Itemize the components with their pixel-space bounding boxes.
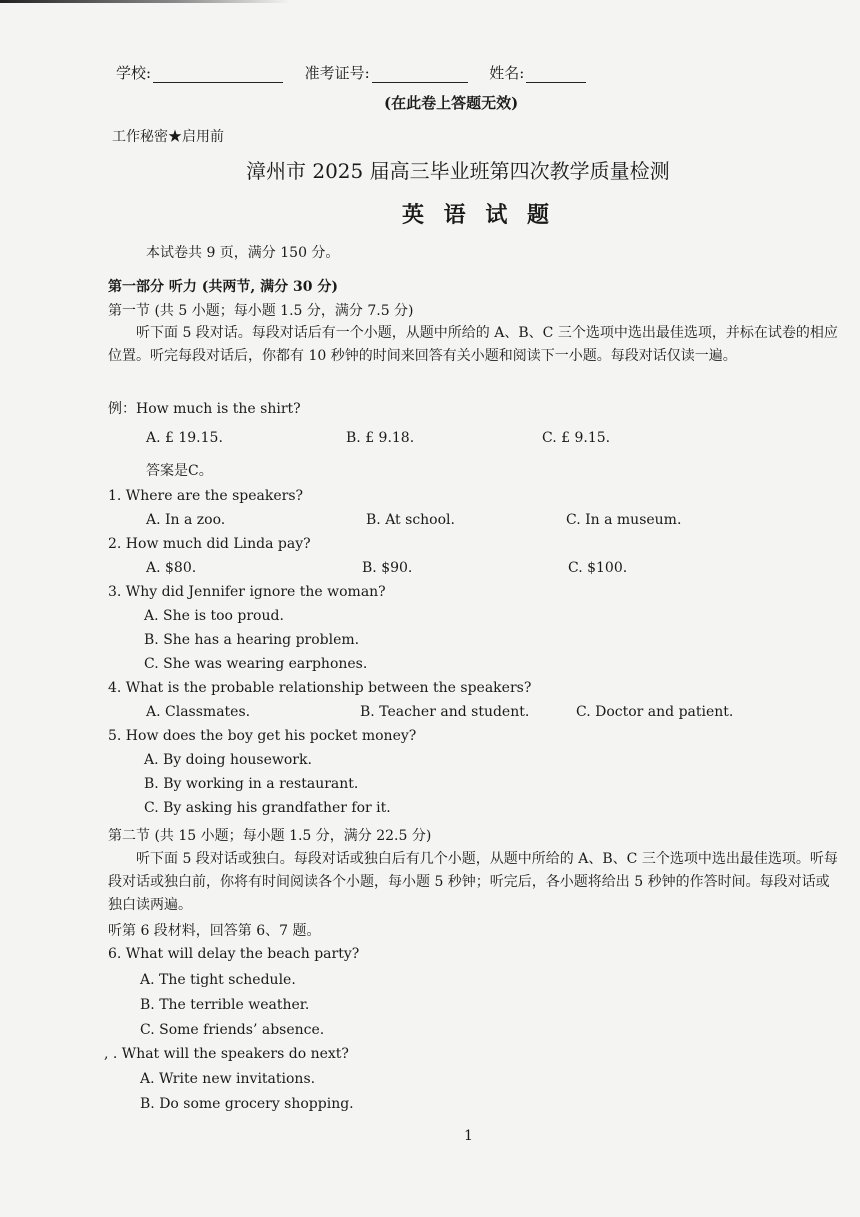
school-label: 学校: (116, 64, 152, 82)
q1-option-b: B. At school. (366, 512, 455, 528)
secret-label: 工作秘密★启用前 (112, 129, 224, 145)
q4-option-a: A. Classmates. (146, 704, 251, 720)
q2-option-c: C. $100. (568, 560, 628, 576)
question-5: 5. How does the boy get his pocket money? (108, 728, 417, 744)
invalid-note: (在此卷上答题无效) (384, 94, 519, 112)
header-fields (116, 62, 586, 83)
section2-heading: 第二节 (共 15 小题；每小题 1.5 分，满分 22.5 分) (108, 828, 432, 844)
example-option-a: A. £ 19.15. (146, 430, 223, 446)
q6-option-a: A. The tight schedule. (140, 972, 296, 988)
example-answer: 答案是C。 (146, 463, 213, 479)
name-field[interactable] (526, 66, 586, 83)
question-6: 6. What will delay the beach party? (108, 946, 360, 962)
question-3: 3. Why did Jennifer ignore the woman? (108, 584, 386, 600)
q3-option-c: C. She was wearing earphones. (144, 656, 368, 672)
summary: 本试卷共 9 页，满分 150 分。 (146, 245, 340, 261)
exam-title: 漳州市 2025 届高三毕业班第四次教学质量检测 (246, 159, 670, 183)
section1-instructions: 听下面 5 段对话。每段对话后有一个小题，从题中所给的 A、B、C 三个选项中选出最佳选项，并标在试卷的相应位置。听完每段对话后，你都有 10 秒钟的时间来回答有关小题和阅读下一小题。每段对话仅读一遍。 (108, 325, 838, 364)
material-note: 听第 6 段材料，回答第 6、7 题。 (108, 923, 321, 939)
q1-option-a: A. In a zoo. (146, 512, 226, 528)
school-field[interactable] (153, 66, 283, 83)
q4-option-c: C. Doctor and patient. (576, 704, 734, 720)
exam-no-label: 准考证号: (304, 64, 370, 82)
exam-no-field[interactable] (372, 66, 468, 83)
scan-edge-mark (0, 0, 290, 3)
example-option-b: B. £ 9.18. (346, 430, 415, 446)
example-question: 例：How much is the shirt? (108, 401, 301, 417)
q4-option-b: B. Teacher and student. (360, 704, 530, 720)
name-label: 姓名: (489, 64, 525, 82)
q2-option-b: B. $90. (362, 560, 413, 576)
q3-option-b: B. She has a hearing problem. (144, 632, 360, 648)
q6-option-b: B. The terrible weather. (140, 997, 310, 1013)
question-1: 1. Where are the speakers? (108, 488, 304, 504)
subject-title: 英 语 试 题 (402, 202, 555, 228)
page-number: 1 (464, 1128, 473, 1144)
q7-option-a: A. Write new invitations. (140, 1071, 316, 1087)
q5-option-b: B. By working in a restaurant. (144, 776, 359, 792)
q3-option-a: A. She is too proud. (144, 608, 284, 624)
section1-heading: 第一节 (共 5 小题；每小题 1.5 分，满分 7.5 分) (108, 303, 414, 319)
q1-option-c: C. In a museum. (566, 512, 682, 528)
q2-option-a: A. $80. (146, 560, 197, 576)
q7-option-b: B. Do some grocery shopping. (140, 1096, 354, 1112)
question-4: 4. What is the probable relationship between the speakers? (108, 680, 532, 696)
part1-heading: 第一部分 听力 (共两节, 满分 30 分) (108, 279, 338, 295)
section2-instructions: 听下面 5 段对话或独白。每段对话或独白后有几个小题，从题中所给的 A、B、C 三个选项中选出最佳选项。听每段对话或独白前，你将有时间阅读各个小题，每小题 5 秒钟；听完后，各小题将给出 5 秒钟的作答时间。每段对话或独白读两遍。 (108, 851, 838, 913)
example-option-c: C. £ 9.15. (542, 430, 611, 446)
q6-option-c: C. Some friends’ absence. (140, 1022, 325, 1038)
question-7: , . What will the speakers do next? (104, 1046, 349, 1062)
question-2: 2. How much did Linda pay? (108, 536, 311, 552)
q5-option-c: C. By asking his grandfather for it. (144, 800, 391, 816)
q5-option-a: A. By doing housework. (144, 752, 312, 768)
